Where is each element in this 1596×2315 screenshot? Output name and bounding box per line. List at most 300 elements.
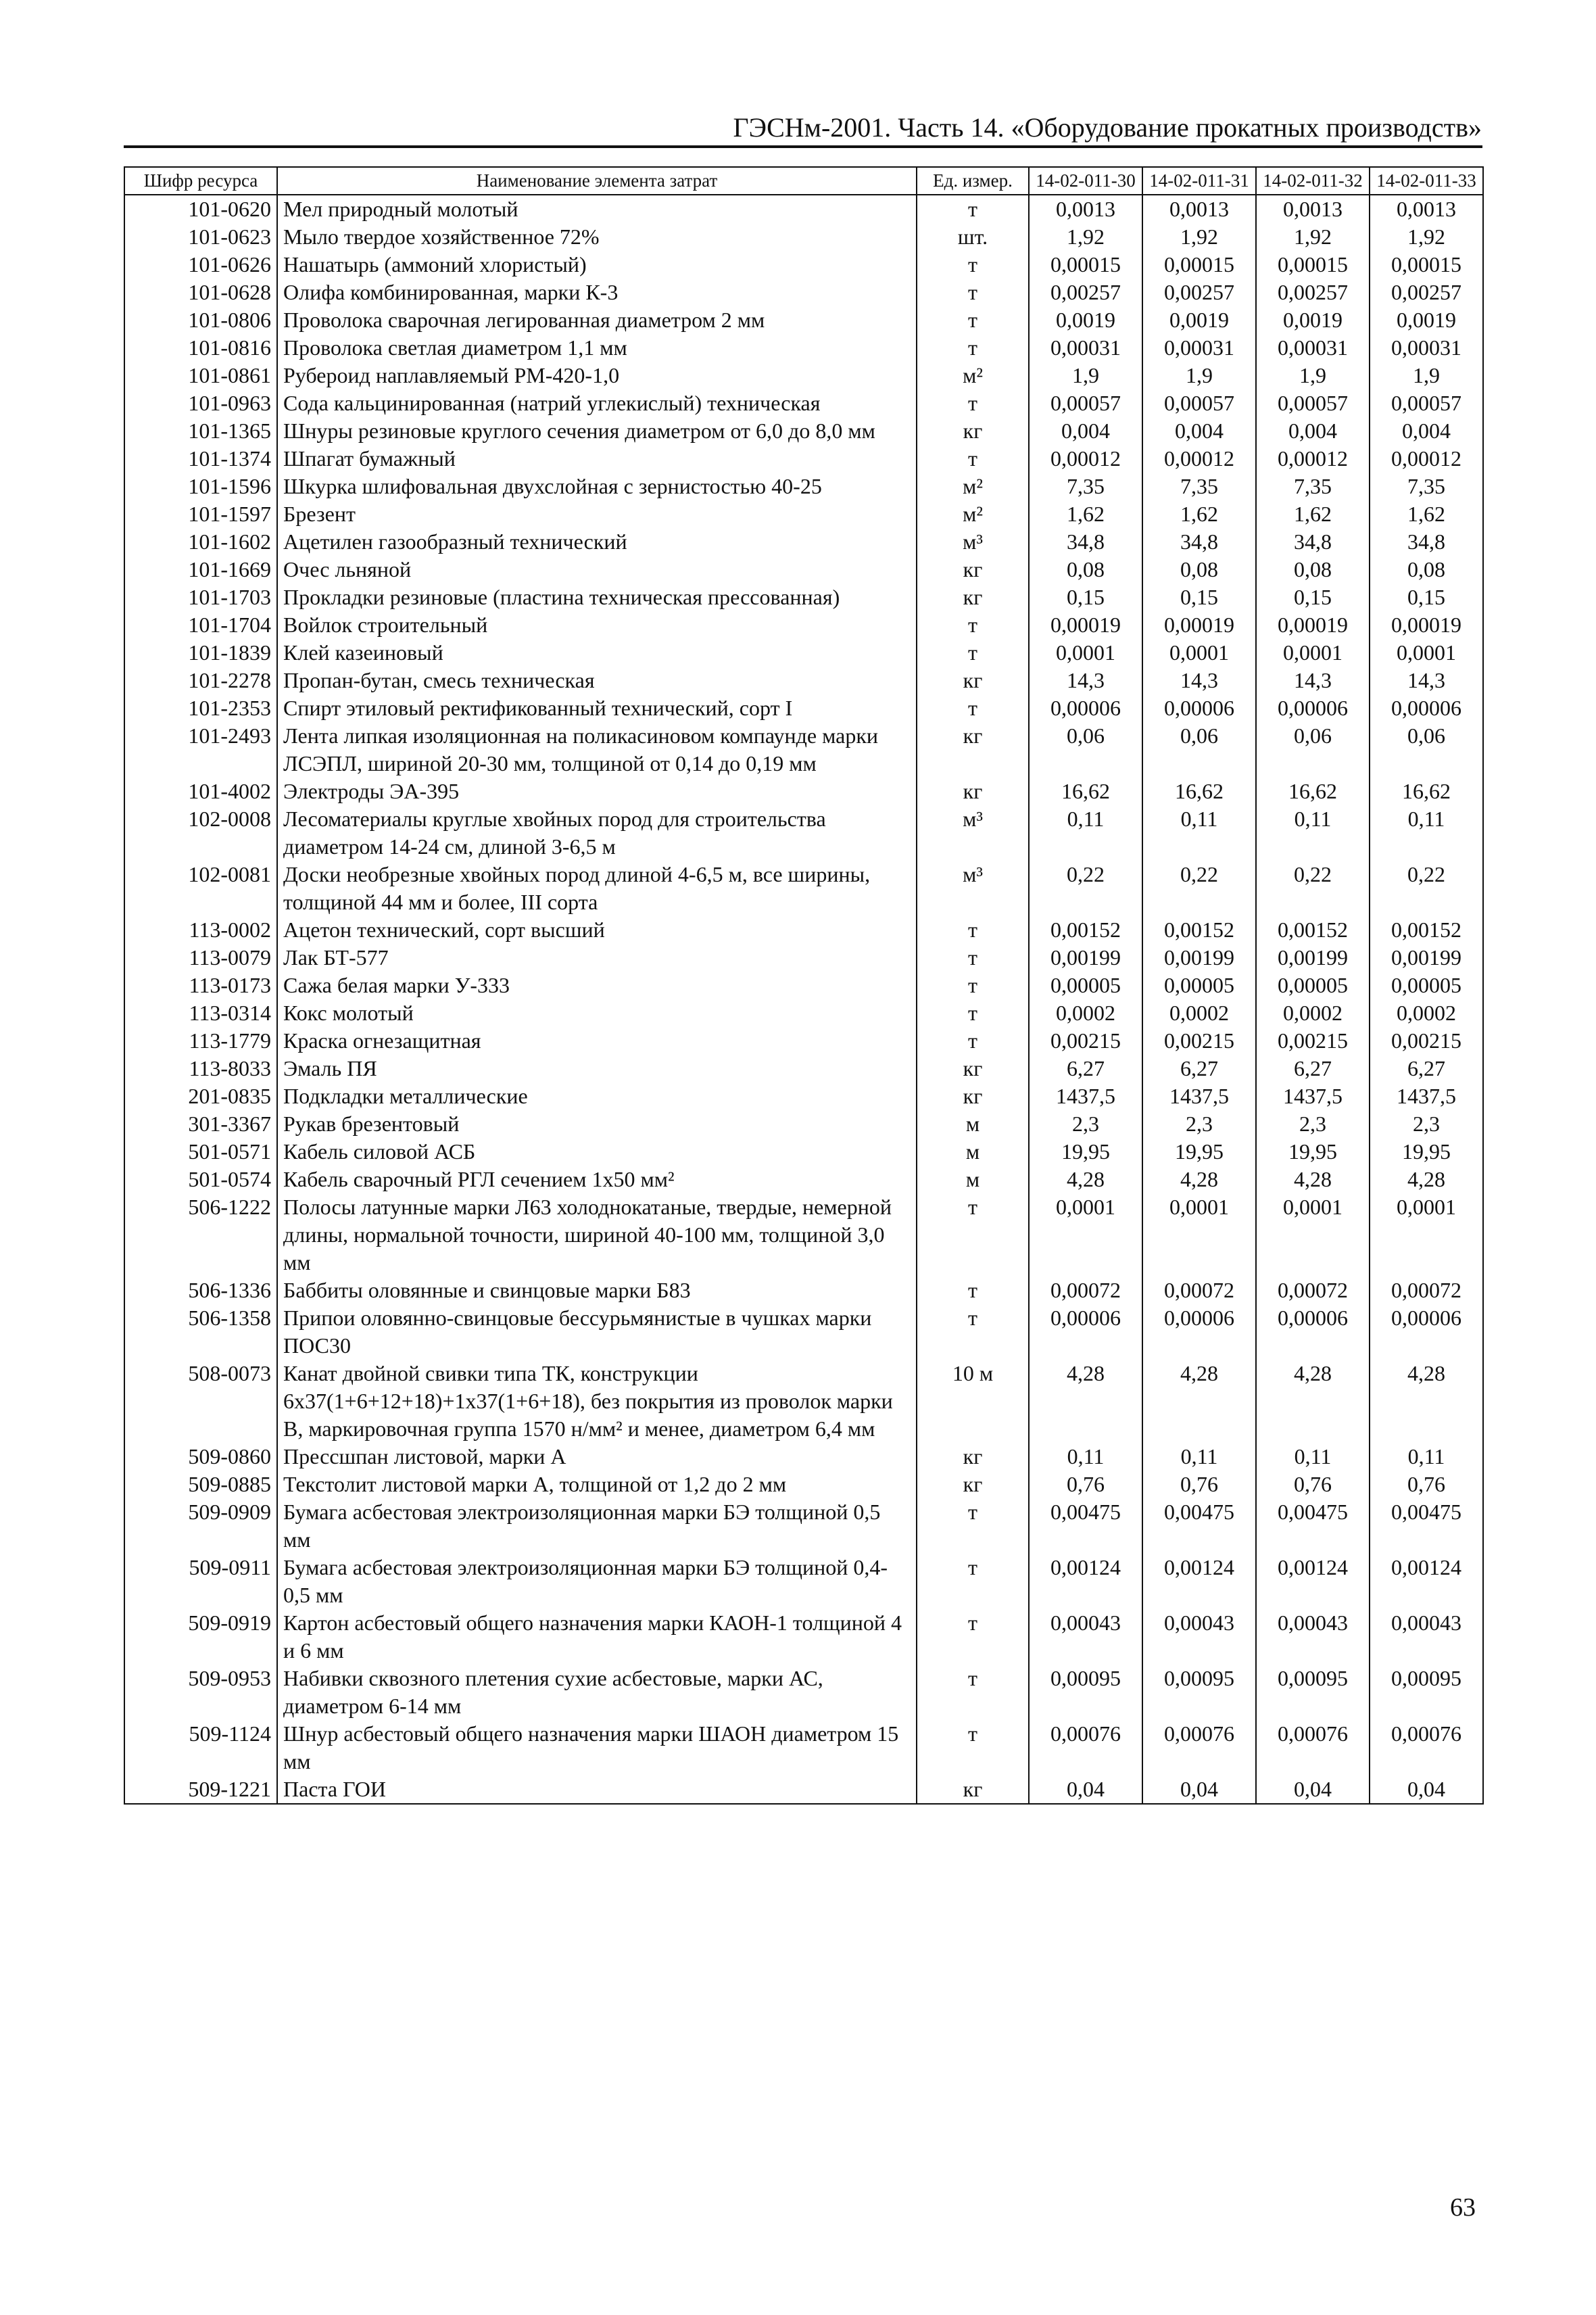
table-row bbox=[124, 1775, 1483, 1804]
cell-value-32: 0,004 bbox=[1256, 417, 1370, 445]
cell-value-33: 0,00019 bbox=[1370, 611, 1483, 639]
cell-value-30: 0,004 bbox=[1029, 417, 1142, 445]
cell-value-32: 0,0002 bbox=[1256, 999, 1370, 1027]
cell-value-31: 0,00012 bbox=[1142, 445, 1256, 473]
table-row bbox=[124, 500, 1483, 528]
table-row bbox=[124, 1193, 1483, 1276]
cell-value-32: 0,15 bbox=[1256, 583, 1370, 611]
cell-value-30: 0,00005 bbox=[1029, 972, 1142, 999]
cell-value-32: 0,76 bbox=[1256, 1471, 1370, 1498]
cell-code: 508-0073 bbox=[124, 1360, 277, 1443]
cell-value-30: 0,00076 bbox=[1029, 1720, 1142, 1775]
cell-value-32: 0,0001 bbox=[1256, 639, 1370, 667]
cell-code: 113-8033 bbox=[124, 1055, 277, 1082]
cell-value-31: 0,0001 bbox=[1142, 1193, 1256, 1276]
cell-value-32: 0,22 bbox=[1256, 861, 1370, 916]
cell-unit: м bbox=[917, 1138, 1029, 1166]
cell-value-30: 0,00057 bbox=[1029, 389, 1142, 417]
cell-value-33: 0,0013 bbox=[1370, 195, 1483, 223]
table-row bbox=[124, 445, 1483, 473]
cell-value-31: 19,95 bbox=[1142, 1138, 1256, 1166]
cell-value-31: 16,62 bbox=[1142, 778, 1256, 805]
cell-code: 301-3367 bbox=[124, 1110, 277, 1138]
cell-unit: кг bbox=[917, 417, 1029, 445]
cell-unit: м bbox=[917, 1166, 1029, 1193]
cell-value-31: 0,00124 bbox=[1142, 1554, 1256, 1609]
column-header-name: Наименование элемента затрат bbox=[277, 167, 917, 195]
cell-value-31: 0,00095 bbox=[1142, 1665, 1256, 1720]
cell-value-33: 0,00006 bbox=[1370, 694, 1483, 722]
table-row bbox=[124, 1471, 1483, 1498]
cell-value-30: 34,8 bbox=[1029, 528, 1142, 556]
cell-value-31: 0,00152 bbox=[1142, 916, 1256, 944]
table-row bbox=[124, 1304, 1483, 1360]
cell-unit: м³ bbox=[917, 528, 1029, 556]
table-row bbox=[124, 861, 1483, 916]
cell-value-31: 0,00031 bbox=[1142, 334, 1256, 362]
cell-unit: т bbox=[917, 1027, 1029, 1055]
cell-code: 201-0835 bbox=[124, 1082, 277, 1110]
cell-value-31: 0,004 bbox=[1142, 417, 1256, 445]
cell-value-31: 14,3 bbox=[1142, 667, 1256, 694]
cell-value-30: 7,35 bbox=[1029, 473, 1142, 500]
cell-value-30: 0,76 bbox=[1029, 1471, 1142, 1498]
cell-value-33: 4,28 bbox=[1370, 1360, 1483, 1443]
cell-code: 509-0919 bbox=[124, 1609, 277, 1665]
cell-name: Проволока светлая диаметром 1,1 мм bbox=[277, 334, 917, 362]
cell-value-30: 0,08 bbox=[1029, 556, 1142, 583]
table-row bbox=[124, 1138, 1483, 1166]
cell-value-32: 16,62 bbox=[1256, 778, 1370, 805]
table-row bbox=[124, 1110, 1483, 1138]
cell-value-33: 1437,5 bbox=[1370, 1082, 1483, 1110]
cell-value-30: 0,06 bbox=[1029, 722, 1142, 778]
cell-value-31: 1,9 bbox=[1142, 362, 1256, 389]
cell-name: Прокладки резиновые (пластина техническая прессованная) bbox=[277, 583, 917, 611]
table-row bbox=[124, 1609, 1483, 1665]
cell-unit: м bbox=[917, 1110, 1029, 1138]
cell-value-33: 0,00012 bbox=[1370, 445, 1483, 473]
cell-unit: т bbox=[917, 1665, 1029, 1720]
table-row bbox=[124, 972, 1483, 999]
cell-unit: кг bbox=[917, 667, 1029, 694]
cell-code: 509-0860 bbox=[124, 1443, 277, 1471]
cell-value-31: 0,0002 bbox=[1142, 999, 1256, 1027]
cell-unit: т bbox=[917, 972, 1029, 999]
cell-unit: 10 м bbox=[917, 1360, 1029, 1443]
table-row bbox=[124, 389, 1483, 417]
cell-value-30: 1,62 bbox=[1029, 500, 1142, 528]
cell-value-32: 4,28 bbox=[1256, 1166, 1370, 1193]
table-header-row bbox=[124, 167, 1483, 195]
cell-value-33: 4,28 bbox=[1370, 1166, 1483, 1193]
cell-name: Картон асбестовый общего назначения марки КАОН-1 толщиной 4 и 6 мм bbox=[277, 1609, 917, 1665]
cell-unit: м² bbox=[917, 362, 1029, 389]
cell-value-32: 0,00076 bbox=[1256, 1720, 1370, 1775]
cell-value-33: 1,62 bbox=[1370, 500, 1483, 528]
cell-value-32: 34,8 bbox=[1256, 528, 1370, 556]
cell-value-31: 0,00006 bbox=[1142, 694, 1256, 722]
cell-code: 101-0620 bbox=[124, 195, 277, 223]
cell-code: 101-1596 bbox=[124, 473, 277, 500]
cell-name: Бумага асбестовая электроизоляционная марки БЭ толщиной 0,5 мм bbox=[277, 1498, 917, 1554]
cell-code: 113-0314 bbox=[124, 999, 277, 1027]
cell-value-31: 4,28 bbox=[1142, 1360, 1256, 1443]
cell-value-33: 19,95 bbox=[1370, 1138, 1483, 1166]
cell-value-32: 6,27 bbox=[1256, 1055, 1370, 1082]
cell-value-33: 0,0019 bbox=[1370, 306, 1483, 334]
cell-name: Припои оловянно-свинцовые бессурьмянистые в чушках марки ПОС30 bbox=[277, 1304, 917, 1360]
cell-unit: т bbox=[917, 611, 1029, 639]
cell-value-33: 0,00257 bbox=[1370, 279, 1483, 306]
cell-value-33: 0,11 bbox=[1370, 805, 1483, 861]
cell-unit: шт. bbox=[917, 223, 1029, 251]
cell-code: 506-1222 bbox=[124, 1193, 277, 1276]
cell-value-33: 0,00006 bbox=[1370, 1304, 1483, 1360]
cell-value-33: 0,0002 bbox=[1370, 999, 1483, 1027]
cell-name: Шкурка шлифовальная двухслойная с зернистостью 40-25 bbox=[277, 473, 917, 500]
cell-name: Кабель сварочный РГЛ сечением 1х50 мм² bbox=[277, 1166, 917, 1193]
cell-value-32: 0,08 bbox=[1256, 556, 1370, 583]
cell-unit: м² bbox=[917, 500, 1029, 528]
cell-code: 101-1597 bbox=[124, 500, 277, 528]
cell-name: Набивки сквозного плетения сухие асбестовые, марки АС, диаметром 6-14 мм bbox=[277, 1665, 917, 1720]
cell-name: Подкладки металлические bbox=[277, 1082, 917, 1110]
column-header-unit: Ед. измер. bbox=[917, 167, 1029, 195]
header-divider bbox=[124, 145, 1482, 148]
cell-unit: м³ bbox=[917, 861, 1029, 916]
cell-value-32: 4,28 bbox=[1256, 1360, 1370, 1443]
cell-name: Войлок строительный bbox=[277, 611, 917, 639]
cell-code: 101-1704 bbox=[124, 611, 277, 639]
cell-value-31: 7,35 bbox=[1142, 473, 1256, 500]
cell-code: 101-2278 bbox=[124, 667, 277, 694]
cell-value-33: 0,22 bbox=[1370, 861, 1483, 916]
cell-value-31: 0,00076 bbox=[1142, 1720, 1256, 1775]
cell-unit: т bbox=[917, 639, 1029, 667]
table-row bbox=[124, 1360, 1483, 1443]
cell-value-31: 0,00475 bbox=[1142, 1498, 1256, 1554]
column-header-norm-32: 14-02-011-32 bbox=[1256, 167, 1370, 195]
table-row bbox=[124, 1498, 1483, 1554]
cell-name: Паста ГОИ bbox=[277, 1775, 917, 1804]
cell-name: Канат двойной свивки типа ТК, конструкции 6х37(1+6+12+18)+1х37(1+6+18), без покрытия из проволок марки В, маркировочная группа 1570 н/мм² и менее, диаметром 6,4 мм bbox=[277, 1360, 917, 1443]
cell-value-32: 0,00006 bbox=[1256, 694, 1370, 722]
table-row bbox=[124, 1720, 1483, 1775]
cell-unit: кг bbox=[917, 1471, 1029, 1498]
cell-value-30: 0,00006 bbox=[1029, 1304, 1142, 1360]
cell-code: 101-1703 bbox=[124, 583, 277, 611]
cell-name: Шпагат бумажный bbox=[277, 445, 917, 473]
cell-unit: кг bbox=[917, 583, 1029, 611]
cell-value-30: 0,0001 bbox=[1029, 639, 1142, 667]
cell-value-30: 0,0013 bbox=[1029, 195, 1142, 223]
cell-value-32: 2,3 bbox=[1256, 1110, 1370, 1138]
cell-unit: т bbox=[917, 334, 1029, 362]
cell-name: Лесоматериалы круглые хвойных пород для строительства диаметром 14-24 см, длиной 3-6,5 м bbox=[277, 805, 917, 861]
cell-code: 101-4002 bbox=[124, 778, 277, 805]
cell-value-32: 0,0001 bbox=[1256, 1193, 1370, 1276]
cell-value-32: 0,00012 bbox=[1256, 445, 1370, 473]
cell-value-32: 14,3 bbox=[1256, 667, 1370, 694]
cell-value-33: 0,76 bbox=[1370, 1471, 1483, 1498]
cell-name: Лента липкая изоляционная на поликасиновом компаунде марки ЛСЭПЛ, шириной 20-30 мм, толщиной от 0,14 до 0,19 мм bbox=[277, 722, 917, 778]
cell-value-30: 0,00215 bbox=[1029, 1027, 1142, 1055]
cell-unit: т bbox=[917, 916, 1029, 944]
cell-unit: т bbox=[917, 1554, 1029, 1609]
cell-value-30: 0,00015 bbox=[1029, 251, 1142, 279]
cell-code: 101-0806 bbox=[124, 306, 277, 334]
table-row bbox=[124, 778, 1483, 805]
cell-value-30: 0,00031 bbox=[1029, 334, 1142, 362]
cell-value-31: 0,00257 bbox=[1142, 279, 1256, 306]
table-row bbox=[124, 611, 1483, 639]
cell-value-32: 0,00072 bbox=[1256, 1276, 1370, 1304]
cell-value-31: 0,76 bbox=[1142, 1471, 1256, 1498]
column-header-norm-33: 14-02-011-33 bbox=[1370, 167, 1483, 195]
cell-name: Мел природный молотый bbox=[277, 195, 917, 223]
cell-value-33: 0,00072 bbox=[1370, 1276, 1483, 1304]
cell-value-33: 0,00015 bbox=[1370, 251, 1483, 279]
cell-value-32: 0,00199 bbox=[1256, 944, 1370, 972]
cell-value-30: 0,0019 bbox=[1029, 306, 1142, 334]
cell-value-32: 0,0013 bbox=[1256, 195, 1370, 223]
cell-value-30: 0,00257 bbox=[1029, 279, 1142, 306]
cell-value-32: 0,00031 bbox=[1256, 334, 1370, 362]
cell-code: 509-1221 bbox=[124, 1775, 277, 1804]
cell-value-30: 0,0001 bbox=[1029, 1193, 1142, 1276]
table-row bbox=[124, 223, 1483, 251]
cell-unit: кг bbox=[917, 556, 1029, 583]
cell-value-32: 0,00257 bbox=[1256, 279, 1370, 306]
table-body bbox=[124, 195, 1483, 1804]
cell-name: Кокс молотый bbox=[277, 999, 917, 1027]
table-row bbox=[124, 583, 1483, 611]
cell-value-30: 0,00095 bbox=[1029, 1665, 1142, 1720]
cell-unit: т bbox=[917, 1609, 1029, 1665]
cell-code: 102-0081 bbox=[124, 861, 277, 916]
cell-value-32: 0,11 bbox=[1256, 805, 1370, 861]
cell-unit: т bbox=[917, 279, 1029, 306]
cell-unit: кг bbox=[917, 1775, 1029, 1804]
cell-code: 101-1602 bbox=[124, 528, 277, 556]
cell-value-31: 0,04 bbox=[1142, 1775, 1256, 1804]
table-row bbox=[124, 279, 1483, 306]
cell-value-32: 0,00005 bbox=[1256, 972, 1370, 999]
cell-unit: т bbox=[917, 445, 1029, 473]
cell-unit: т bbox=[917, 1193, 1029, 1276]
cell-value-31: 0,00043 bbox=[1142, 1609, 1256, 1665]
cell-value-33: 0,00199 bbox=[1370, 944, 1483, 972]
cell-value-32: 0,11 bbox=[1256, 1443, 1370, 1471]
cell-name: Лак БТ-577 bbox=[277, 944, 917, 972]
cell-code: 101-0861 bbox=[124, 362, 277, 389]
cell-unit: т bbox=[917, 999, 1029, 1027]
table-row bbox=[124, 334, 1483, 362]
cell-value-33: 1,92 bbox=[1370, 223, 1483, 251]
cell-name: Шнур асбестовый общего назначения марки ШАОН диаметром 15 мм bbox=[277, 1720, 917, 1775]
cell-name: Кабель силовой АСБ bbox=[277, 1138, 917, 1166]
cell-value-31: 0,00215 bbox=[1142, 1027, 1256, 1055]
cell-value-32: 0,00019 bbox=[1256, 611, 1370, 639]
cell-unit: т bbox=[917, 195, 1029, 223]
cell-code: 101-1839 bbox=[124, 639, 277, 667]
cell-code: 509-0911 bbox=[124, 1554, 277, 1609]
cell-name: Бумага асбестовая электроизоляционная марки БЭ толщиной 0,4-0,5 мм bbox=[277, 1554, 917, 1609]
table-row bbox=[124, 306, 1483, 334]
column-header-norm-30: 14-02-011-30 bbox=[1029, 167, 1142, 195]
cell-value-33: 16,62 bbox=[1370, 778, 1483, 805]
cell-code: 506-1358 bbox=[124, 1304, 277, 1360]
cell-unit: т bbox=[917, 1276, 1029, 1304]
cell-value-30: 0,15 bbox=[1029, 583, 1142, 611]
cell-code: 113-0173 bbox=[124, 972, 277, 999]
cell-value-33: 6,27 bbox=[1370, 1055, 1483, 1082]
cell-value-30: 14,3 bbox=[1029, 667, 1142, 694]
table-row bbox=[124, 667, 1483, 694]
cell-value-32: 1,62 bbox=[1256, 500, 1370, 528]
cell-value-33: 0,00124 bbox=[1370, 1554, 1483, 1609]
table-row bbox=[124, 556, 1483, 583]
table-row bbox=[124, 251, 1483, 279]
cell-code: 509-0909 bbox=[124, 1498, 277, 1554]
cell-code: 506-1336 bbox=[124, 1276, 277, 1304]
cell-name: Мыло твердое хозяйственное 72% bbox=[277, 223, 917, 251]
cell-code: 101-0623 bbox=[124, 223, 277, 251]
resource-table bbox=[124, 166, 1484, 1805]
cell-name: Доски необрезные хвойных пород длиной 4-6,5 м, все ширины, толщиной 44 мм и более, III сорта bbox=[277, 861, 917, 916]
cell-name: Прессшпан листовой, марки А bbox=[277, 1443, 917, 1471]
cell-code: 101-0628 bbox=[124, 279, 277, 306]
cell-value-31: 0,0019 bbox=[1142, 306, 1256, 334]
cell-value-32: 0,00095 bbox=[1256, 1665, 1370, 1720]
cell-code: 509-1124 bbox=[124, 1720, 277, 1775]
cell-unit: т bbox=[917, 944, 1029, 972]
cell-name: Ацетон технический, сорт высший bbox=[277, 916, 917, 944]
cell-unit: т bbox=[917, 1498, 1029, 1554]
cell-value-32: 0,00475 bbox=[1256, 1498, 1370, 1554]
cell-value-32: 0,0019 bbox=[1256, 306, 1370, 334]
cell-value-31: 0,08 bbox=[1142, 556, 1256, 583]
cell-value-30: 16,62 bbox=[1029, 778, 1142, 805]
table-row bbox=[124, 639, 1483, 667]
cell-value-33: 0,00031 bbox=[1370, 334, 1483, 362]
cell-name: Эмаль ПЯ bbox=[277, 1055, 917, 1082]
cell-unit: кг bbox=[917, 778, 1029, 805]
cell-value-32: 7,35 bbox=[1256, 473, 1370, 500]
cell-value-31: 0,22 bbox=[1142, 861, 1256, 916]
cell-value-30: 1,9 bbox=[1029, 362, 1142, 389]
column-header-code: Шифр ресурса bbox=[124, 167, 277, 195]
cell-value-33: 0,00043 bbox=[1370, 1609, 1483, 1665]
cell-value-30: 0,00019 bbox=[1029, 611, 1142, 639]
cell-name: Олифа комбинированная, марки К-3 bbox=[277, 279, 917, 306]
cell-name: Полосы латунные марки Л63 холоднокатаные, твердые, немерной длины, нормальной точности, шириной 40-100 мм, толщиной 3,0 мм bbox=[277, 1193, 917, 1276]
cell-name: Спирт этиловый ректификованный технический, сорт I bbox=[277, 694, 917, 722]
cell-value-32: 1,9 bbox=[1256, 362, 1370, 389]
cell-value-30: 0,00012 bbox=[1029, 445, 1142, 473]
cell-name: Баббиты оловянные и свинцовые марки Б83 bbox=[277, 1276, 917, 1304]
cell-value-31: 1,92 bbox=[1142, 223, 1256, 251]
cell-unit: т bbox=[917, 389, 1029, 417]
cell-code: 501-0574 bbox=[124, 1166, 277, 1193]
cell-value-33: 34,8 bbox=[1370, 528, 1483, 556]
cell-unit: т bbox=[917, 1304, 1029, 1360]
cell-value-30: 0,00006 bbox=[1029, 694, 1142, 722]
cell-code: 101-2353 bbox=[124, 694, 277, 722]
cell-value-30: 1,92 bbox=[1029, 223, 1142, 251]
cell-value-33: 0,00076 bbox=[1370, 1720, 1483, 1775]
table-row bbox=[124, 1554, 1483, 1609]
cell-value-30: 0,00475 bbox=[1029, 1498, 1142, 1554]
cell-name: Рубероид наплавляемый РМ-420-1,0 bbox=[277, 362, 917, 389]
resource-table-container bbox=[124, 166, 1482, 1805]
cell-value-30: 0,00072 bbox=[1029, 1276, 1142, 1304]
cell-value-33: 0,0001 bbox=[1370, 639, 1483, 667]
cell-value-33: 0,11 bbox=[1370, 1443, 1483, 1471]
cell-code: 509-0885 bbox=[124, 1471, 277, 1498]
table-row bbox=[124, 805, 1483, 861]
cell-code: 101-0816 bbox=[124, 334, 277, 362]
cell-value-32: 0,00006 bbox=[1256, 1304, 1370, 1360]
cell-value-31: 34,8 bbox=[1142, 528, 1256, 556]
cell-value-33: 0,0001 bbox=[1370, 1193, 1483, 1276]
cell-unit: т bbox=[917, 306, 1029, 334]
cell-value-31: 1437,5 bbox=[1142, 1082, 1256, 1110]
table-row bbox=[124, 1082, 1483, 1110]
cell-value-32: 1437,5 bbox=[1256, 1082, 1370, 1110]
column-header-norm-31: 14-02-011-31 bbox=[1142, 167, 1256, 195]
cell-value-31: 0,00199 bbox=[1142, 944, 1256, 972]
table-row bbox=[124, 362, 1483, 389]
cell-code: 101-1669 bbox=[124, 556, 277, 583]
cell-value-30: 2,3 bbox=[1029, 1110, 1142, 1138]
cell-unit: т bbox=[917, 694, 1029, 722]
cell-name: Электроды ЭА-395 bbox=[277, 778, 917, 805]
cell-value-32: 1,92 bbox=[1256, 223, 1370, 251]
table-row bbox=[124, 1027, 1483, 1055]
cell-code: 101-0963 bbox=[124, 389, 277, 417]
page-number: 63 bbox=[1450, 2193, 1476, 2222]
table-row bbox=[124, 195, 1483, 223]
cell-name: Шнуры резиновые круглого сечения диаметром от 6,0 до 8,0 мм bbox=[277, 417, 917, 445]
cell-code: 113-1779 bbox=[124, 1027, 277, 1055]
cell-value-33: 0,08 bbox=[1370, 556, 1483, 583]
table-row bbox=[124, 1276, 1483, 1304]
table-row bbox=[124, 528, 1483, 556]
cell-code: 101-1365 bbox=[124, 417, 277, 445]
cell-value-32: 0,00152 bbox=[1256, 916, 1370, 944]
cell-value-30: 6,27 bbox=[1029, 1055, 1142, 1082]
cell-name: Ацетилен газообразный технический bbox=[277, 528, 917, 556]
cell-value-32: 0,00124 bbox=[1256, 1554, 1370, 1609]
table-row bbox=[124, 417, 1483, 445]
page-header-title: ГЭСНм-2001. Часть 14. «Оборудование прокатных производств» bbox=[733, 112, 1482, 143]
cell-unit: м³ bbox=[917, 805, 1029, 861]
cell-value-33: 0,06 bbox=[1370, 722, 1483, 778]
cell-name: Клей казеиновый bbox=[277, 639, 917, 667]
cell-value-31: 0,00005 bbox=[1142, 972, 1256, 999]
cell-unit: кг bbox=[917, 1082, 1029, 1110]
cell-code: 501-0571 bbox=[124, 1138, 277, 1166]
cell-value-31: 2,3 bbox=[1142, 1110, 1256, 1138]
cell-value-33: 2,3 bbox=[1370, 1110, 1483, 1138]
cell-name: Текстолит листовой марки А, толщиной от 1,2 до 2 мм bbox=[277, 1471, 917, 1498]
cell-value-32: 19,95 bbox=[1256, 1138, 1370, 1166]
cell-value-33: 0,00475 bbox=[1370, 1498, 1483, 1554]
table-row bbox=[124, 722, 1483, 778]
cell-value-33: 0,00057 bbox=[1370, 389, 1483, 417]
